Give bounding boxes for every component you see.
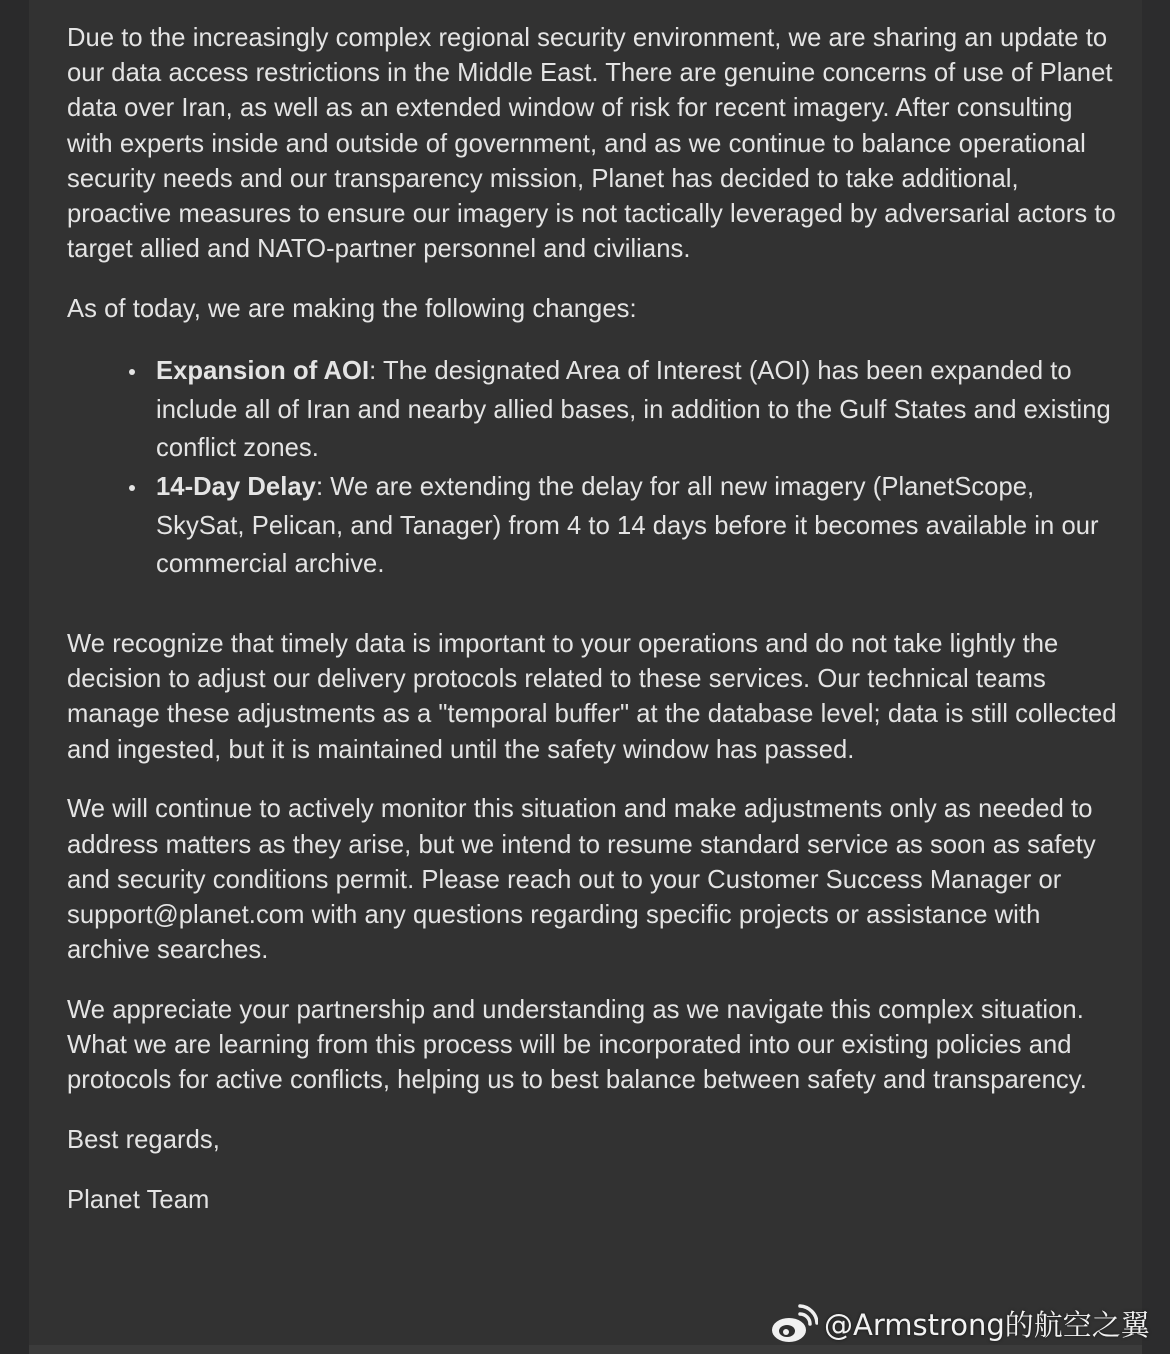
body-paragraph: We will continue to actively monitor this situation and make adjustments only as needed to address matters as they arise, but we intend to resume standard service as soon as safety and security conditions permit. Please reach out to your Customer Success Manager or support@planet.com with any questions regarding specific projects or assistance with archive searches. — [67, 795, 1096, 965]
closing: Best regards, — [67, 1126, 220, 1155]
watermark-text: @Armstrong的航空之翼 — [824, 1308, 1150, 1342]
bottom-edge — [29, 1345, 1142, 1354]
email-body — [29, 0, 1142, 1345]
change-title: 14-Day Delay — [156, 472, 316, 501]
letter-content — [67, 21, 1117, 1243]
change-text: : The designated Area of Interest (AOI) has been expanded to include all of Iran and nearby allied bases, in addition to the Gulf States and existing conflict zones. — [156, 356, 1111, 463]
body-paragraph: We recognize that timely data is important to your operations and do not take lightly the decision to adjust our delivery protocols related to these services. Our technical teams manage these adjustments as a "temporal buffer" at the database level; data is still collected and ingested, but it is maintained until the safety window has passed. — [67, 630, 1117, 764]
change-title: Expansion of AOI — [156, 356, 370, 385]
right-margin — [1142, 0, 1170, 1354]
change-item-delay — [156, 468, 1117, 584]
changes-lead: As of today, we are making the following changes: — [67, 295, 637, 324]
body-paragraph: We appreciate your partnership and understanding as we navigate this complex situation. What we are learning from this process will be incorporated into our existing policies and protocols for active conflicts, helping us to best balance between safety and transparency. — [67, 996, 1087, 1095]
intro-paragraph: Due to the increasingly complex regional security environment, we are sharing an update to our data access restrictions in the Middle East. There are genuine concerns of use of Planet data over Iran, as well as an extended window of risk for recent imagery. After consulting with experts inside and outside of government, and as we continue to balance operational security needs and our transparency mission, Planet has decided to take additional, proactive measures to ensure our imagery is not tactically leveraged by adversarial actors to target allied and NATO-partner personnel and civilians. — [67, 24, 1116, 264]
change-item-aoi — [156, 352, 1117, 468]
watermark — [770, 1303, 1150, 1344]
change-text: : We are extending the delay for all new imagery (PlanetScope, SkySat, Pelican, and Tanager) from 4 to 14 days before it becomes available in our commercial archive. — [156, 472, 1099, 579]
signature: Planet Team — [67, 1186, 210, 1215]
changes-list — [67, 352, 1117, 584]
weibo-icon — [770, 1304, 818, 1344]
